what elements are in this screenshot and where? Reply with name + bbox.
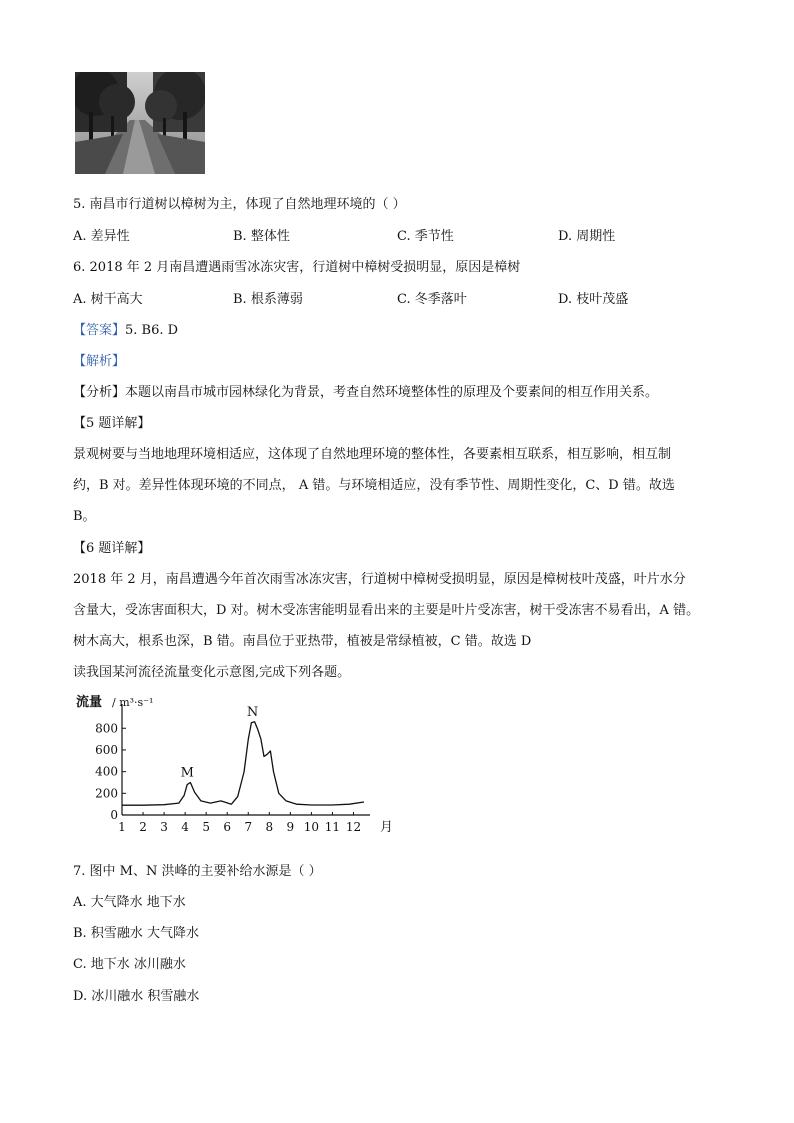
peak-label-n: N bbox=[246, 704, 259, 720]
runoff-line bbox=[122, 722, 364, 805]
y-tick-label: 400 bbox=[95, 764, 118, 779]
x-tick-label: 11 bbox=[324, 820, 341, 834]
x-tick-label: 12 bbox=[345, 820, 362, 834]
q6-option-c: C. 冬季落叶 bbox=[397, 292, 467, 307]
y-tick-label: 800 bbox=[95, 721, 118, 736]
q5-option-c: C. 季节性 bbox=[397, 229, 454, 244]
d6-tag: 【6 题详解】 bbox=[73, 541, 151, 556]
x-tick-label: 2 bbox=[139, 820, 147, 834]
x-tick-label: 4 bbox=[181, 820, 189, 834]
q7-option-d: D. 冰川融水 积雪融水 bbox=[73, 989, 200, 1004]
q5-stem: 5. 南昌市行道树以樟树为主，体现了自然地理环境的（ ） bbox=[73, 197, 406, 212]
tree-road-photo bbox=[75, 72, 205, 174]
y-axis-label: 流量 bbox=[76, 695, 103, 710]
fenxi-text: 本题以南昌市城市园林绿化为背景，考查自然环境整体性的原理及个要素间的相互作用关系。 bbox=[125, 385, 659, 400]
q6-option-d: D. 枝叶茂盛 bbox=[558, 292, 629, 307]
x-tick-label: 6 bbox=[223, 820, 232, 834]
x-tick-label: 7 bbox=[244, 820, 253, 834]
x-tick-label: 8 bbox=[265, 820, 274, 834]
d6-line-1: 2018 年 2 月，南昌遭遇今年首次雨雪冰冻灾害，行道树中樟树受损明显，原因是樟树枝叶茂盛，叶片水分 bbox=[73, 572, 686, 587]
answer-tag: 【答案】 bbox=[73, 323, 126, 338]
q5-option-a: A. 差异性 bbox=[73, 229, 130, 244]
d5-line-2: 约，B 对。差异性体现环境的不同点， A 错。与环境相适应，没有季节性、周期性变化，C、D 错。故选 bbox=[73, 478, 675, 493]
fenxi-tag: 【分析】 bbox=[73, 385, 126, 400]
runoff-chart bbox=[72, 690, 402, 840]
x-tick-label: 5 bbox=[202, 820, 210, 834]
q6-option-b: B. 根系薄弱 bbox=[233, 292, 303, 307]
y-axis-unit: / m³·s⁻¹ bbox=[112, 696, 154, 709]
q7-option-c: C. 地下水 冰川融水 bbox=[73, 957, 186, 972]
q5-option-b: B. 整体性 bbox=[233, 229, 290, 244]
y-tick-label: 0 bbox=[110, 808, 118, 822]
d5-line-3: B。 bbox=[73, 509, 96, 524]
analysis-tag: 【解析】 bbox=[73, 354, 126, 369]
chart-intro: 读我国某河流径流量变化示意图,完成下列各题。 bbox=[73, 665, 351, 680]
x-tick-label: 1 bbox=[118, 820, 126, 834]
x-tick-label: 3 bbox=[160, 820, 168, 834]
d6-line-3: 树木高大，根系也深，B 错。南昌位于亚热带，植被是常绿植被，C 错。故选 D bbox=[73, 634, 532, 649]
x-tick-label: 10 bbox=[303, 820, 320, 834]
y-tick-label: 600 bbox=[95, 742, 118, 757]
y-tick-label: 200 bbox=[95, 786, 118, 801]
q7-stem: 7. 图中 M、N 洪峰的主要补给水源是（ ） bbox=[73, 864, 322, 879]
fenxi-line bbox=[73, 381, 658, 400]
q6-stem: 6. 2018 年 2 月南昌遭遇雨雪冰冻灾害，行道树中樟树受损明显，原因是樟树 bbox=[73, 260, 521, 275]
answer-text: 5. B6. D bbox=[125, 323, 179, 338]
q7-option-a: A. 大气降水 地下水 bbox=[73, 895, 186, 910]
answer-line bbox=[73, 319, 178, 338]
q5-option-d: D. 周期性 bbox=[558, 229, 616, 244]
q7-option-b: B. 积雪融水 大气降水 bbox=[73, 926, 199, 941]
d5-tag: 【5 题详解】 bbox=[73, 416, 151, 431]
peak-label-m: M bbox=[180, 765, 194, 781]
x-axis-label: 月 bbox=[380, 820, 394, 835]
d5-line-1: 景观树要与当地地理环境相适应，这体现了自然地理环境的整体性，各要素相互联系，相互影响，相互制 bbox=[73, 447, 672, 462]
q6-option-a: A. 树干高大 bbox=[73, 292, 143, 307]
d6-line-2: 含量大，受冻害面积大，D 对。树木受冻害能明显看出来的主要是叶片受冻害，树干受冻害不易看出，A 错。 bbox=[73, 603, 700, 618]
x-tick-label: 9 bbox=[286, 820, 295, 834]
